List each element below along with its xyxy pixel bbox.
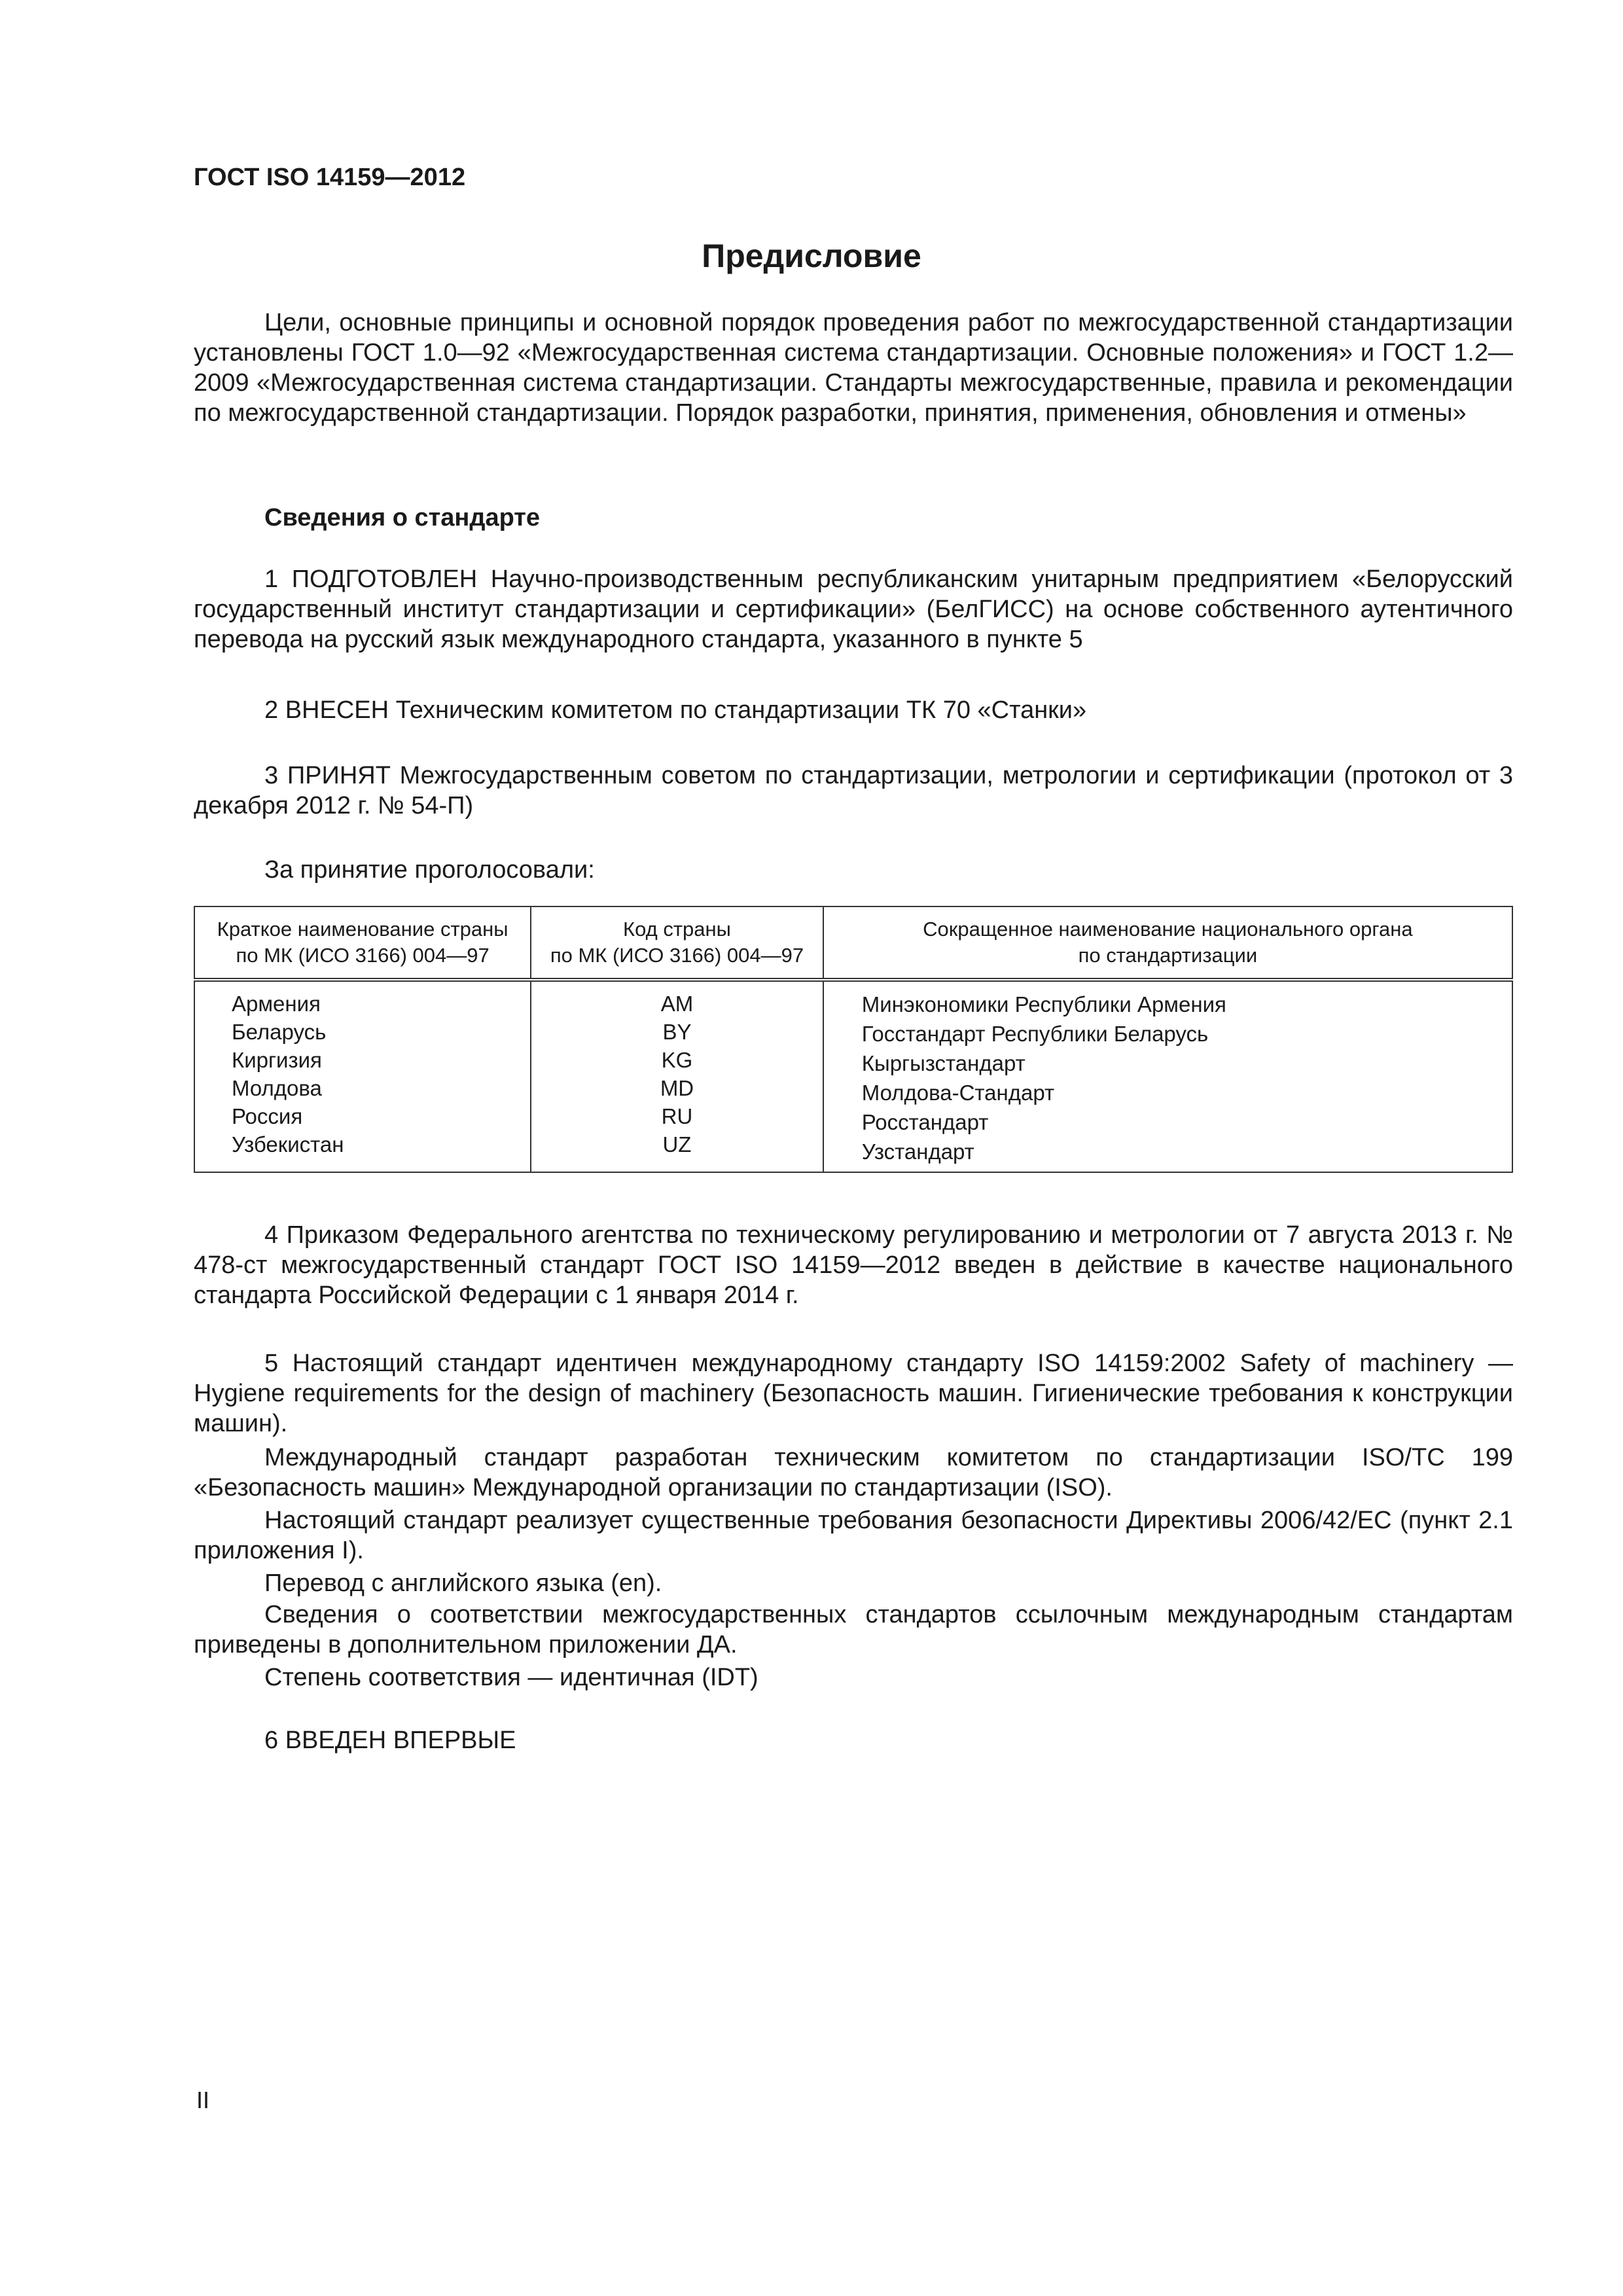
voting-countries-table	[194, 906, 1513, 1173]
item-5-references: Сведения о соответствии межгосударственных стандартов ссылочным международным стандартам приведены в дополнительном приложении ДА.	[194, 1601, 1513, 1659]
table-cell: Молдова-Стандарт	[861, 1081, 1055, 1105]
item-5-language: Перевод с английского языка (en).	[264, 1570, 662, 1597]
item-5-requirements: Настоящий стандарт реализует существенные требования безопасности Директивы 2006/42/ЕС (пункт 2.1 приложения I).	[194, 1507, 1513, 1564]
table-cell: Узстандарт	[861, 1139, 974, 1164]
item-3-adopted: 3 ПРИНЯТ Межгосударственным советом по стандартизации, метрологии и сертификации (протокол от 3 декабря 2012 г. № 54-П)	[194, 762, 1513, 819]
table-cell: MD	[660, 1076, 694, 1100]
table-cell: BY	[662, 1020, 692, 1044]
country-code-cell	[531, 980, 823, 1172]
table-cell: RU	[661, 1104, 693, 1128]
table-cell: Молдова	[232, 1076, 322, 1100]
table-cell: KG	[661, 1048, 693, 1072]
table-body-row	[194, 980, 1512, 1172]
country-name-cell	[194, 980, 531, 1172]
table-cell: Минэкономики Республики Армения	[861, 992, 1226, 1016]
page-number: II	[196, 2087, 210, 2113]
table-cell: Россия	[232, 1104, 303, 1128]
table-header-row	[194, 906, 1512, 980]
vote-intro: За принятие проголосовали:	[264, 856, 595, 884]
table-cell: Госстандарт Республики Беларусь	[861, 1022, 1209, 1046]
item-2-submitted: 2 ВНЕСЕН Техническим комитетом по стандартизации ТК 70 «Станки»	[264, 696, 1087, 724]
intro-paragraph: Цели, основные принципы и основной порядок проведения работ по межгосударственной стандартизации установлены ГОСТ 1.0—92 «Межгосударственная система стандартизации. Основные положения» и ГОСТ 1.2—2009 «Межгосударственная система стандартизации. Стандарты межгосударственные, правила и рекомендации по межгосударственной стандартизации. Порядок разработки, принятия, применения, обновления и отмены»	[194, 309, 1513, 427]
section-title: Сведения о стандарте	[264, 504, 541, 531]
table-cell: Кыргызстандарт	[861, 1051, 1026, 1075]
table-cell: UZ	[662, 1132, 692, 1157]
table-cell: AM	[660, 992, 694, 1016]
item-5-identical: 5 Настоящий стандарт идентичен международному стандарту ISO 14159:2002 Safety of machinery — Hygiene requirements for the design of machinery (Безопасность машин. Гигиенические требования к конструкции машин).	[194, 1350, 1513, 1437]
item-6-introduced: 6 ВВЕДЕН ВПЕРВЫЕ	[264, 1727, 516, 1754]
item-1-prepared: 1 ПОДГОТОВЛЕН Научно-производственным республиканским унитарным предприятием «Белорусский государственный институт стандартизации и сертификации» (БелГИСС) на основе собственного аутентичного перевода на русский язык международного стандарта, указанного в пункте 5	[194, 565, 1513, 653]
item-4-enacted: 4 Приказом Федерального агентства по техническому регулированию и метрологии от 7 августа 2013 г. № 478-ст межгосударственный стандарт ГОСТ ISO 14159—2012 введен в действие в качестве национального стандарта Российской Федерации с 1 января 2014 г.	[194, 1221, 1513, 1309]
item-5-degree: Степень соответствия — идентичная (IDT)	[264, 1664, 758, 1691]
header-country-code: Код страны по МК (ИСО 3166) 004—97	[531, 906, 823, 980]
header-national-body: Сокращенное наименование национального органа по стандартизации	[823, 906, 1512, 980]
table-cell: Киргизия	[232, 1048, 322, 1072]
table-cell: Армения	[232, 992, 321, 1016]
national-body-cell	[823, 980, 1512, 1172]
header-country-name: Краткое наименование страны по МК (ИСО 3166) 004—97	[194, 906, 531, 980]
table-cell: Узбекистан	[232, 1132, 344, 1157]
table-cell: Беларусь	[232, 1020, 327, 1044]
table-cell: Росстандарт	[861, 1110, 989, 1134]
document-id-header: ГОСТ ISO 14159—2012	[194, 164, 466, 191]
item-5-developer: Международный стандарт разработан техническим комитетом по стандартизации ISO/TC 199 «Безопасность машин» Международной организации по стандартизации (ISO).	[194, 1444, 1513, 1501]
page-title: Предисловие	[702, 238, 921, 274]
